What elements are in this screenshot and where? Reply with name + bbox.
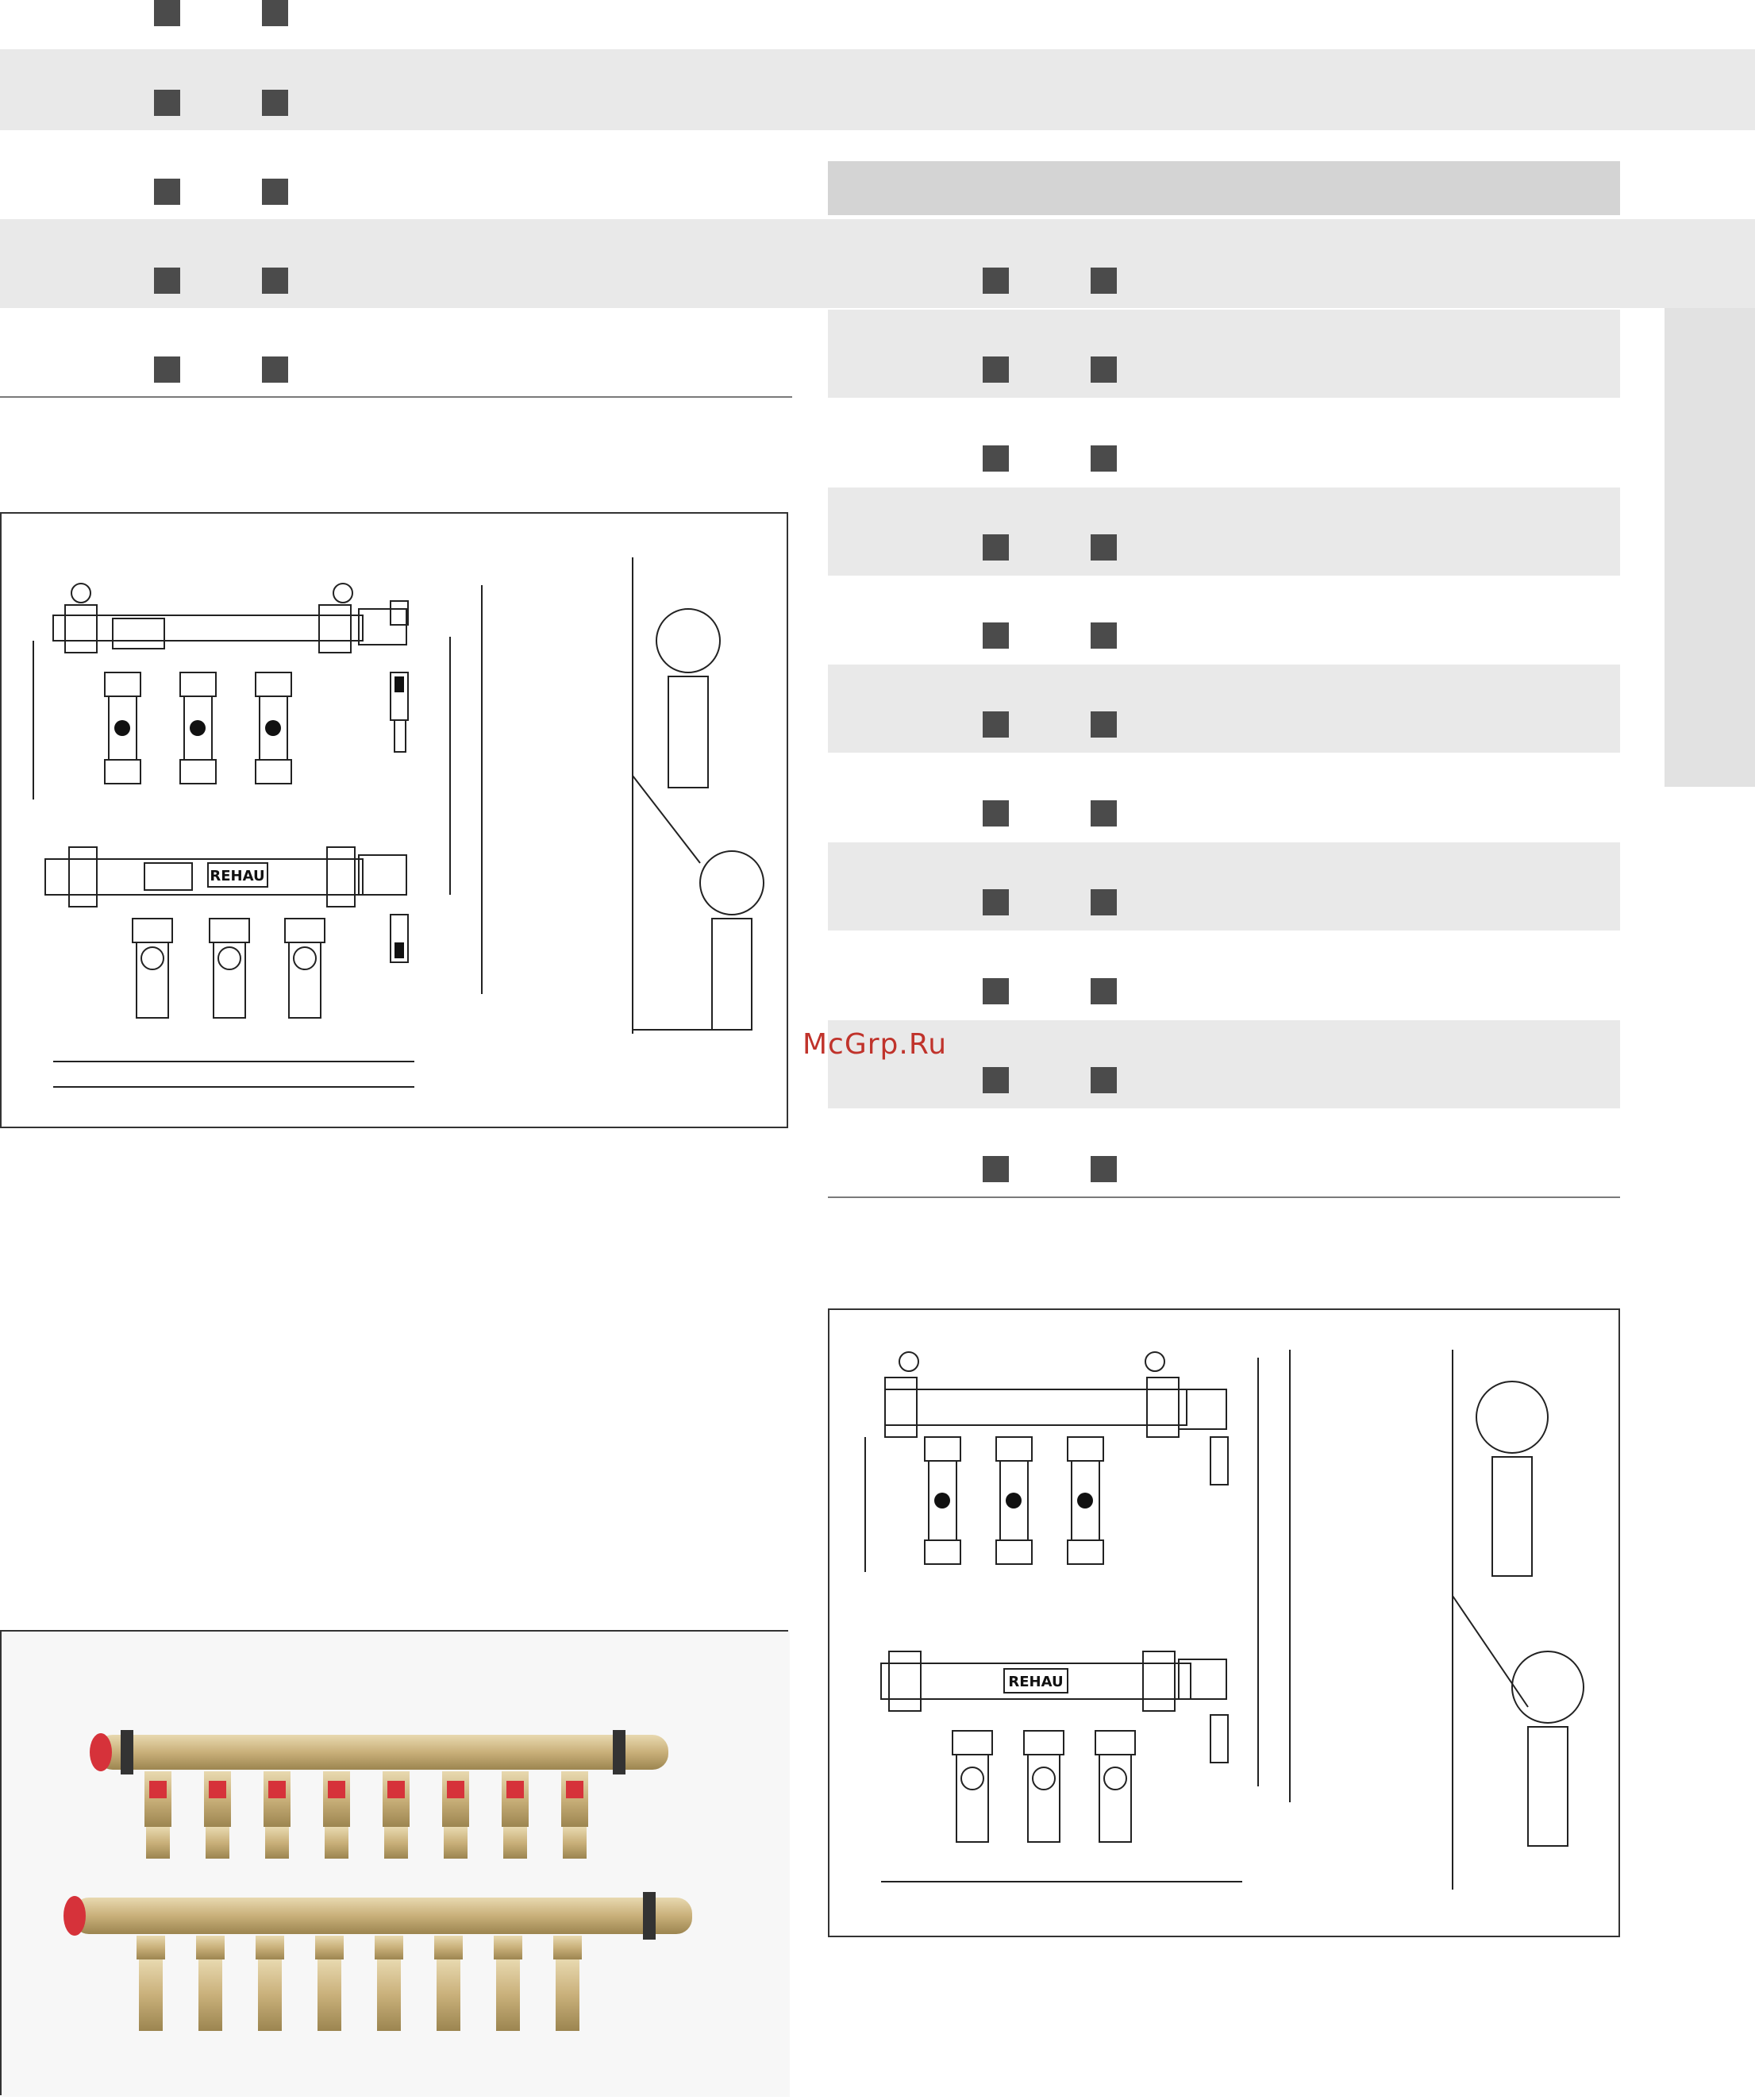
- marker-square: [154, 179, 180, 205]
- marker-square: [983, 268, 1009, 294]
- marker-square: [262, 268, 288, 294]
- table-row: [0, 219, 1755, 308]
- drawing-frame-top: [0, 512, 788, 1128]
- brand-label: REHAU: [1008, 1674, 1064, 1690]
- table-bottom-rule: [0, 396, 792, 398]
- table-row: [828, 310, 1620, 398]
- marker-square: [154, 90, 180, 116]
- drawing-frame-bottom: [828, 1308, 1620, 1937]
- lower-manifold-bar: [45, 859, 363, 895]
- marker-square: [1091, 356, 1117, 383]
- product-photo-frame: [0, 1630, 788, 2095]
- marker-square: [983, 356, 1009, 383]
- marker-square: [983, 1156, 1009, 1182]
- upper-bar-clamp-left: [65, 605, 97, 653]
- lower-manifold-pipe: [73, 1898, 692, 1934]
- marker-square: [262, 90, 288, 116]
- marker-square: [983, 800, 1009, 827]
- marker-square: [1091, 711, 1117, 738]
- flow-meter-box: [113, 618, 164, 649]
- marker-square: [983, 889, 1009, 915]
- brand-label: REHAU: [210, 868, 265, 884]
- marker-square: [983, 711, 1009, 738]
- marker-square: [262, 356, 288, 383]
- marker-square: [262, 0, 288, 26]
- red-end-cap: [90, 1733, 112, 1771]
- marker-square: [983, 534, 1009, 561]
- upper-manifold-bar: [885, 1389, 1187, 1425]
- marker-square: [1091, 268, 1117, 294]
- upper-manifold-pipe: [97, 1735, 668, 1770]
- lower-valves: [133, 919, 325, 1018]
- marker-square: [1091, 889, 1117, 915]
- table-row: [828, 842, 1620, 931]
- table-row: [828, 665, 1620, 753]
- table-bottom-rule: [828, 1196, 1620, 1198]
- marker-square: [1091, 445, 1117, 472]
- marker-square: [983, 622, 1009, 649]
- marker-square: [1091, 534, 1117, 561]
- marker-square: [1091, 1156, 1117, 1182]
- marker-square: [1091, 622, 1117, 649]
- manifold-photo: [2, 1632, 790, 2097]
- marker-square: [1091, 978, 1117, 1004]
- marker-square: [154, 268, 180, 294]
- red-end-cap: [64, 1896, 86, 1936]
- marker-square: [983, 1067, 1009, 1093]
- marker-square: [154, 0, 180, 26]
- manifold-drawing-top: [2, 514, 790, 1130]
- table-row: [828, 487, 1620, 576]
- marker-square: [262, 179, 288, 205]
- table-header-bar: [828, 161, 1620, 215]
- upper-bar-clamp-right: [319, 605, 351, 653]
- watermark: McGrp.Ru: [802, 1028, 948, 1061]
- lower-valves: [953, 1731, 1135, 1842]
- marker-square: [983, 445, 1009, 472]
- marker-square: [154, 356, 180, 383]
- marker-square: [983, 978, 1009, 1004]
- marker-square: [1091, 800, 1117, 827]
- marker-square: [1091, 1067, 1117, 1093]
- manifold-drawing-bottom: [829, 1310, 1622, 1939]
- upper-manifold-bar: [53, 615, 363, 641]
